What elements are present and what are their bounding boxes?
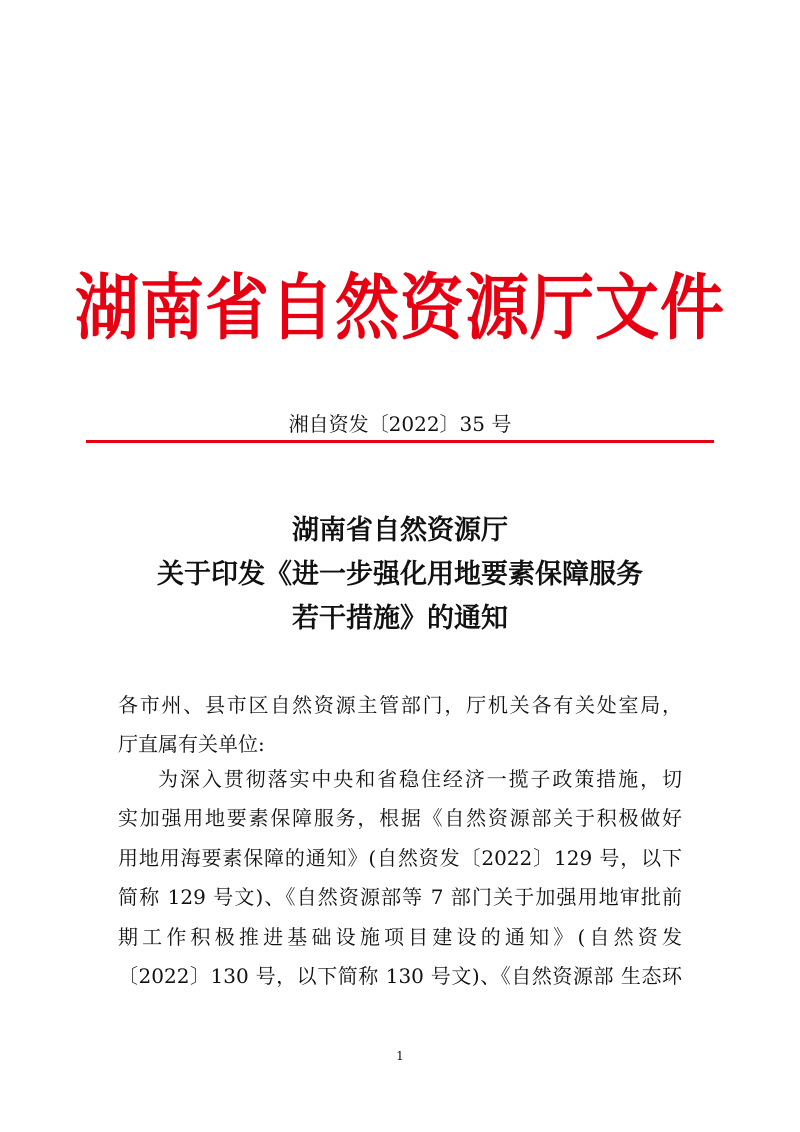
body-line-5: 期工作积极推进基础设施项目建设的通知》(自然资发 (118, 924, 682, 949)
body-line-3: 用地用海要素保障的通知》(自然资发〔2022〕129 号，以下 (118, 845, 682, 870)
salutation-line-1: 各市州、县市区自然资源主管部门，厅机关各有关处室局， (118, 693, 682, 717)
body-paragraph (118, 760, 682, 996)
salutation-line-2: 厅直属有关单位: (118, 732, 265, 756)
document-number: 湘自资发〔2022〕35 号 (288, 412, 512, 436)
body-line-1: 为深入贯彻落实中央和省稳住经济一揽子政策措施，切 (158, 767, 682, 791)
notice-title-line-3: 若干措施》的通知 (292, 603, 508, 634)
red-divider-rule (86, 440, 714, 443)
body-line-6: 〔2022〕130 号，以下简称 130 号文)、《自然资源部 生态环 (118, 964, 682, 989)
salutation (118, 686, 682, 764)
notice-title-line-2: 关于印发《进一步强化用地要素保障服务 (157, 559, 643, 590)
notice-title-line-1: 湖南省自然资源厅 (292, 515, 508, 546)
body-line-4: 简称 129 号文)、《自然资源部等 7 部门关于加强用地审批前 (118, 885, 682, 910)
masthead-title: 湖南省自然资源厅文件 (75, 267, 725, 351)
body-line-2: 实加强用地要素保障服务，根据《自然资源部关于积极做好 (118, 806, 682, 831)
notice-title (0, 509, 800, 641)
page-number: 1 (396, 1049, 404, 1063)
